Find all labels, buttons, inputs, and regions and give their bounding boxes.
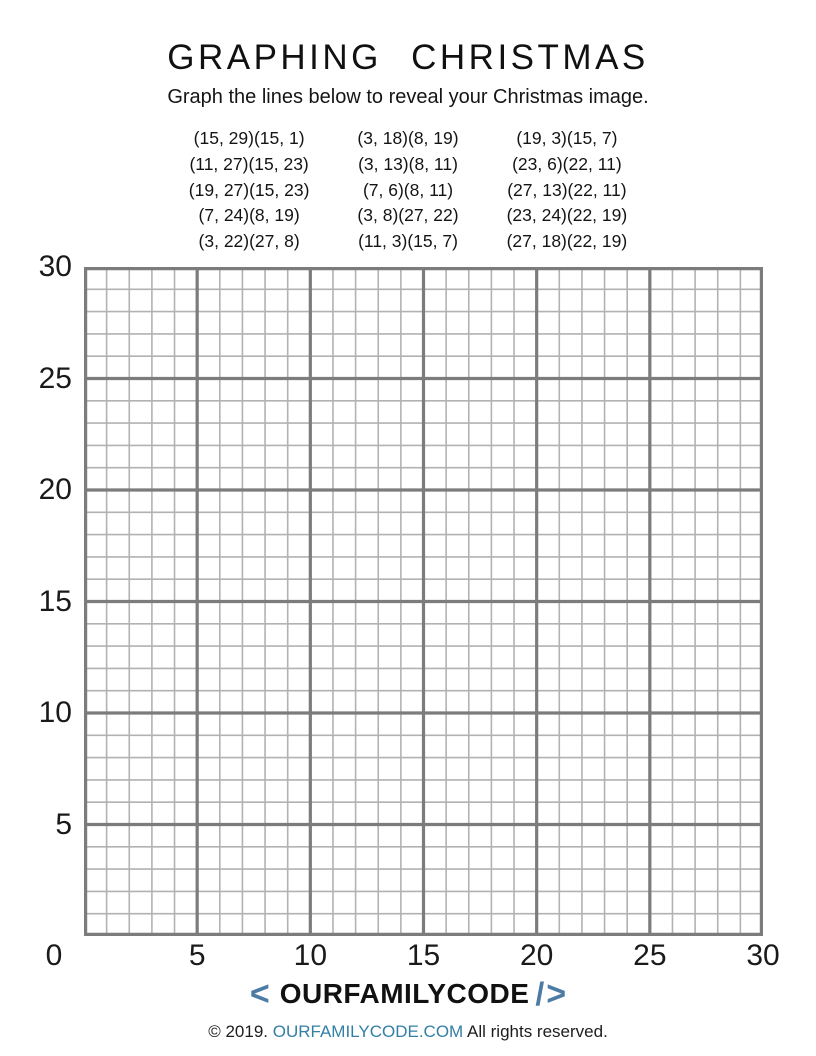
coordinate-pair-row: (3, 13)(8, 11)	[358, 153, 458, 174]
coordinate-pair-row: (7, 6)(8, 11)	[362, 179, 454, 200]
coordinate-column-3	[507, 126, 628, 255]
website-link[interactable]: OURFAMILYCODE.COM	[272, 1022, 464, 1041]
coordinate-pair-row: (23, 6)(22, 11)	[512, 153, 622, 174]
coordinate-pair-row: (27, 13)(22, 11)	[507, 179, 627, 200]
x-axis-tick-label: 20	[519, 939, 554, 972]
y-axis-tick-label: 20	[38, 473, 72, 506]
y-axis-tick-label: 10	[38, 696, 72, 729]
coordinate-list	[0, 126, 816, 255]
page-title: GRAPHING CHRISTMAS	[167, 38, 649, 77]
y-axis-tick-label: 30	[38, 250, 72, 283]
coordinate-pair-row: (15, 29)(15, 1)	[193, 128, 305, 148]
coordinate-pair-row: (11, 27)(15, 23)	[189, 153, 309, 174]
coordinate-pair-row: (3, 22)(27, 8)	[198, 231, 300, 252]
page-instructions: Graph the lines below to reveal your Christmas image.	[167, 86, 649, 108]
coordinate-column-2	[357, 126, 458, 255]
y-axis-tick-label: 15	[38, 584, 72, 618]
brand-logo-text: OURFAMILYCODE	[279, 978, 530, 1009]
slash-icon: /	[535, 976, 545, 1012]
coordinate-column-1	[189, 126, 310, 255]
copyright-prefix: © 2019.	[208, 1022, 268, 1041]
coordinate-pair-row: (19, 3)(15, 7)	[516, 128, 618, 148]
x-axis-tick-label: 10	[293, 939, 328, 972]
coordinate-pair-row: (19, 27)(15, 23)	[188, 179, 310, 200]
x-axis-tick-label: 15	[406, 939, 441, 972]
y-axis-tick-label: 5	[55, 807, 72, 841]
coordinate-pair-row: (11, 3)(15, 7)	[358, 231, 458, 252]
coordinate-pair-row: (23, 24)(22, 19)	[506, 205, 628, 226]
coordinate-pair-row: (3, 18)(8, 19)	[357, 128, 459, 148]
origin-label: 0	[45, 939, 63, 972]
copyright-line	[0, 1022, 816, 1042]
brand-logo	[0, 975, 816, 1013]
x-axis-tick-label: 30	[746, 939, 780, 972]
coordinate-pair-row: (3, 8)(27, 22)	[357, 205, 459, 226]
copyright-suffix: All rights reserved.	[467, 1022, 608, 1041]
coordinate-pair-row: (27, 18)(22, 19)	[506, 231, 628, 252]
y-axis-tick-label: 25	[38, 361, 72, 395]
coordinate-grid	[84, 267, 763, 936]
right-angle-bracket-icon: >	[546, 975, 567, 1013]
left-angle-bracket-icon: <	[249, 975, 270, 1013]
x-axis-tick-label: 25	[633, 939, 667, 972]
coordinate-pair-row: (7, 24)(8, 19)	[198, 205, 300, 226]
x-axis-tick-label: 5	[188, 939, 206, 972]
